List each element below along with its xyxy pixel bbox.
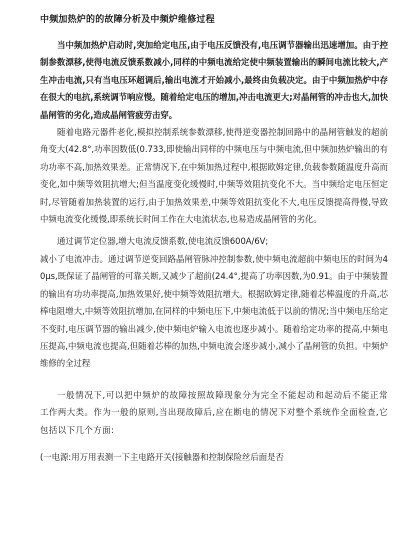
paragraph-power-check: (一电源:用万用表测一下主电路开关(接触器和控制保险丝后面是否 bbox=[40, 451, 284, 462]
paragraph-component-aging: 随着电路元器件老化,模拟控制系统参数漂移,使得逆变器控制回路中的晶闸管触发的超前角变大(42.8°,功率因数低(0.733,即使输出同样的中频电压与中频电流,但中频加热炉输出的有功功率不高,加热效果差。正常情况下,在中频加热过程中,根据欧姆定律,负载参数随温度升高而变化,如中频等效阻抗增大;但当温度变化缓慢时,中频等效阻抗变化不大。当中频给定电压恒定时,尽管随着加热装置的运行,由于加热效果差,中频等效阻抗变化不大,电压反馈提高得慢,导致中频电流变化缓慢,即系统长时间工作在大电流状态,也易造成晶闸管的劣化。 bbox=[40, 127, 388, 225]
document-title: 中频加热炉的的故障分析及中频炉维修过程 bbox=[40, 15, 215, 25]
paragraph-startup-impact: 当中频加热炉启动时,突加给定电压,由于电压反馈没有,电压调节器输出迅速增加。由于控制参数漂移,使得电流反馈系数减小,同样的中频电流给定使中频装置输出的瞬间电流比较大,产生冲击电流,只有当电压环超调后,输出电流才开始减小,最终由负载决定。由于中频加热炉中存在很大的电抗,系统调节响应慢。随着给定电压的增加,冲击电流更大;对晶闸管的冲击也大,加快晶闸管的劣化,造成晶闸管疲劳击穿。 bbox=[40, 40, 388, 120]
paragraph-fault-categories: 一般情况下,可以把中频炉的故障按照故障现象分为完全不能起动和起动后不能正常工作两大类。作为一般的原则,当出现故障后,应在断电的情况下对整个系统作全面检查,它包括以下几个方面: bbox=[40, 389, 388, 435]
paragraph-adjustment-result: 减小了电流冲击。通过调节逆变回路晶闸管脉冲控制参数,使中频电流超前中频电压的时间为40μs,既保证了晶闸管的可靠关断,又减少了超前(24.4°,提高了功率因数,为0.91。由于中频装置的输出有功功率提高,加热效果好,使中频等效阻抗增大。根据欧姆定律,随着芯棒温度的升高,芯棒电阻增大,中频等效阻抗增加,在同样的中频电压下,中频电流低于以前的情况;当中频电压给定不变时,电压调节器的输出减少,使中频电炉输入电流也逐步减小。随着给定功率的提高,中频电压提高,中频电流也提高,但随着芯棒的加热,中频电流会逐步减小,减小了晶闸管的负担。中频炉维修的全过程 bbox=[40, 253, 388, 369]
paragraph-current-feedback: 通过调节定位器,增大电流反馈系数,使电流反馈600A/6V; bbox=[57, 236, 269, 247]
